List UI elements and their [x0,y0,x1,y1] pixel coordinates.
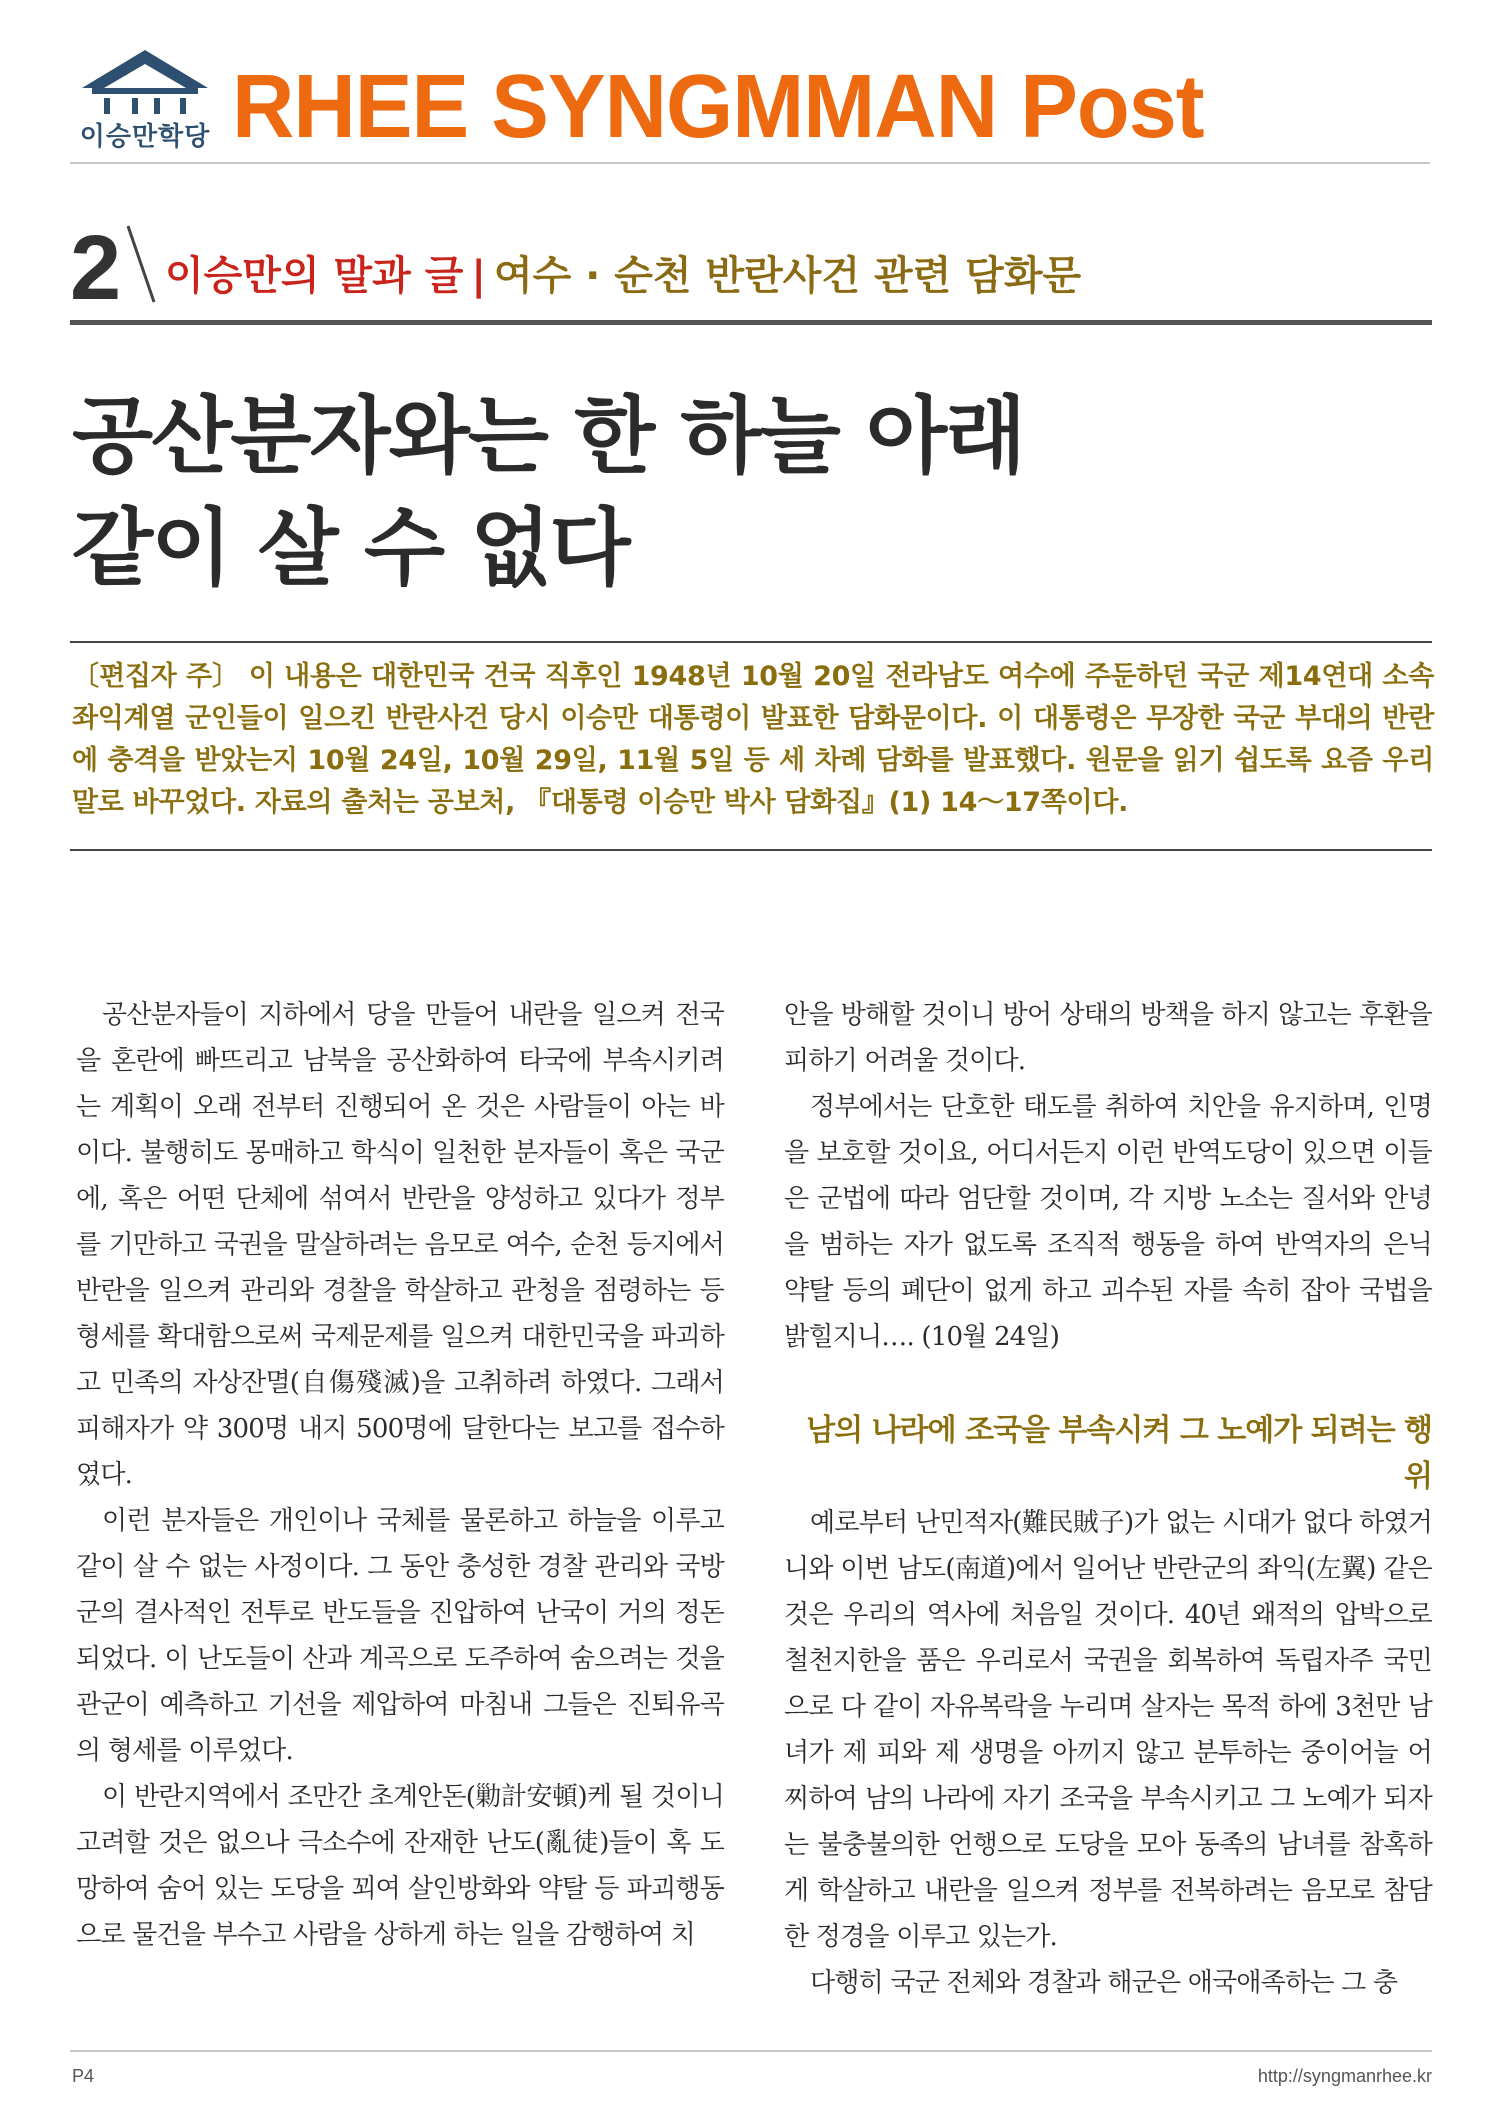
subheading: 남의 나라에 조국을 부속시켜 그 노예가 되려는 행위 [806,1413,1432,1494]
section-category: 이승만의 말과 글 [165,253,464,299]
page-number: P4 [72,2066,95,2086]
section-divider [70,320,1432,325]
note-top-rule [70,641,1432,643]
paragraph: 이런 분자들은 개인이나 국체를 물론하고 하늘을 이루고 같이 살 수 없는 사정이다. 그 동안 충성한 경찰 관리와 국방군의 결사적인 전투로 반도들을 진압하여 난국이 거의 정돈되었다. 이 난도들이 산과 계곡으로 도주하여 숨으려는 것을 관군이 예측하고 기선을 제압하여 마침내 그들은 진퇴유곡의 형세를 이루었다. [76,1506,724,1766]
paragraph: 이 반란지역에서 조만간 초계안돈(勦計安頓)케 될 것이니 고려할 것은 없으나 극소수에 잔재한 난도(亂徒)들이 혹 도망하여 숨어 있는 도당을 꾀여 살인방화와 약탈 등 파괴행동으로 물건을 부수고 사람을 상하게 하는 일을 감행하여 치 [76,1782,724,1950]
section-subtitle: 여수 · 순천 반란사건 관련 담화문 [493,253,1082,299]
logo [70,48,220,153]
section-number: 2 [70,217,122,319]
paragraph: 예로부터 난민적자(難民賊子)가 없는 시대가 없다 하였거니와 이번 남도(南道)에서 일어난 반란군의 좌익(左翼) 같은 것은 우리의 역사에 처음일 것이다. 40년 왜적의 압박으로 철천지한을 품은 우리로서 국권을 회복하여 독립자주 국민으로 다 같이 자유복락을 누리며 살자는 목적 하에 3천만 남녀가 제 피와 제 생명을 아끼지 않고 분투하는 중이어늘 어찌하여 남의 나라에 자기 조국을 부속시키고 그 노예가 되자는 불충불의한 언행으로 도당을 모아 동족의 남녀를 참혹하게 학살하고 내란을 일으켜 정부를 전복하려는 음모로 참담한 정경을 이루고 있는가. [784,1508,1432,1952]
footer-url-link[interactable]: http://syngmanrhee.kr [1257,2066,1432,2086]
house-logo-icon [70,48,220,118]
masthead-title: RHEE SYNGMMAN Post [232,57,1204,157]
body-column-right [784,992,1432,2006]
headline-line-2: 같이 살 수 없다 [72,499,629,597]
note-bottom-rule [70,849,1432,851]
paragraph-continued: 안을 방해할 것이니 방어 상태의 방책을 하지 않고는 후환을 피하기 어려울 것이다. [784,1000,1432,1076]
section-title [165,252,1081,300]
body-column-left [76,992,724,1958]
headline [72,380,1432,604]
editor-note: 〔편집자 주〕 이 내용은 대한민국 건국 직후인 1948년 10월 20일 전라남도 여수에 주둔하던 국군 제14연대 소속 좌익계열 군인들이 일으킨 반란사건 당시 이승만 대통령이 발표한 담화문이다. 이 대통령은 무장한 국군 부대의 반란에 충격을 받았는지 10월 24일, 10월 29일, 11월 5일 등 세 차례 담화를 발표했다. 원문을 읽기 쉽도록 요즘 우리말로 바꾸었다. 자료의 출처는 공보처, 『대통령 이승만 박사 담화집』(1) 14～17쪽이다. [72,661,1434,818]
paragraph: 다행히 국군 전체와 경찰과 해군은 애국애족하는 그 충 [810,1968,1398,1998]
headline-line-1: 공산분자와는 한 하늘 아래 [72,387,1025,485]
logo-text: 이승만학당 [79,122,211,152]
section-separator: | [471,253,486,299]
header-divider [70,162,1430,164]
backslash-icon [124,222,164,306]
footer-divider [70,2050,1432,2052]
paragraph: 정부에서는 단호한 태도를 취하여 치안을 유지하며, 인명을 보호할 것이요, 어디서든지 이런 반역도당이 있으면 이들은 군법에 따라 엄단할 것이며, 각 지방 노소는 질서와 안녕을 범하는 자가 없도록 조직적 행동을 하여 반역자의 은닉 약탈 등의 폐단이 없게 하고 괴수된 자를 속히 잡아 국법을 밝힐지니…. (10월 24일) [784,1092,1432,1352]
paragraph: 공산분자들이 지하에서 당을 만들어 내란을 일으켜 전국을 혼란에 빠뜨리고 남북을 공산화하여 타국에 부속시키려는 계획이 오래 전부터 진행되어 온 것은 사람들이 아는 바이다. 불행히도 몽매하고 학식이 일천한 분자들이 혹은 국군에, 혹은 어떤 단체에 섞여서 반란을 양성하고 있다가 정부를 기만하고 국권을 말살하려는 음모로 여수, 순천 등지에서 반란을 일으켜 관리와 경찰을 학살하고 관청을 점령하는 등 형세를 확대함으로써 국제문제를 일으켜 대한민국을 파괴하고 민족의 자상잔멸(自傷殘滅)을 고취하려 하였다. 그래서 피해자가 약 300명 내지 500명에 달한다는 보고를 접수하였다. [76,1000,724,1490]
